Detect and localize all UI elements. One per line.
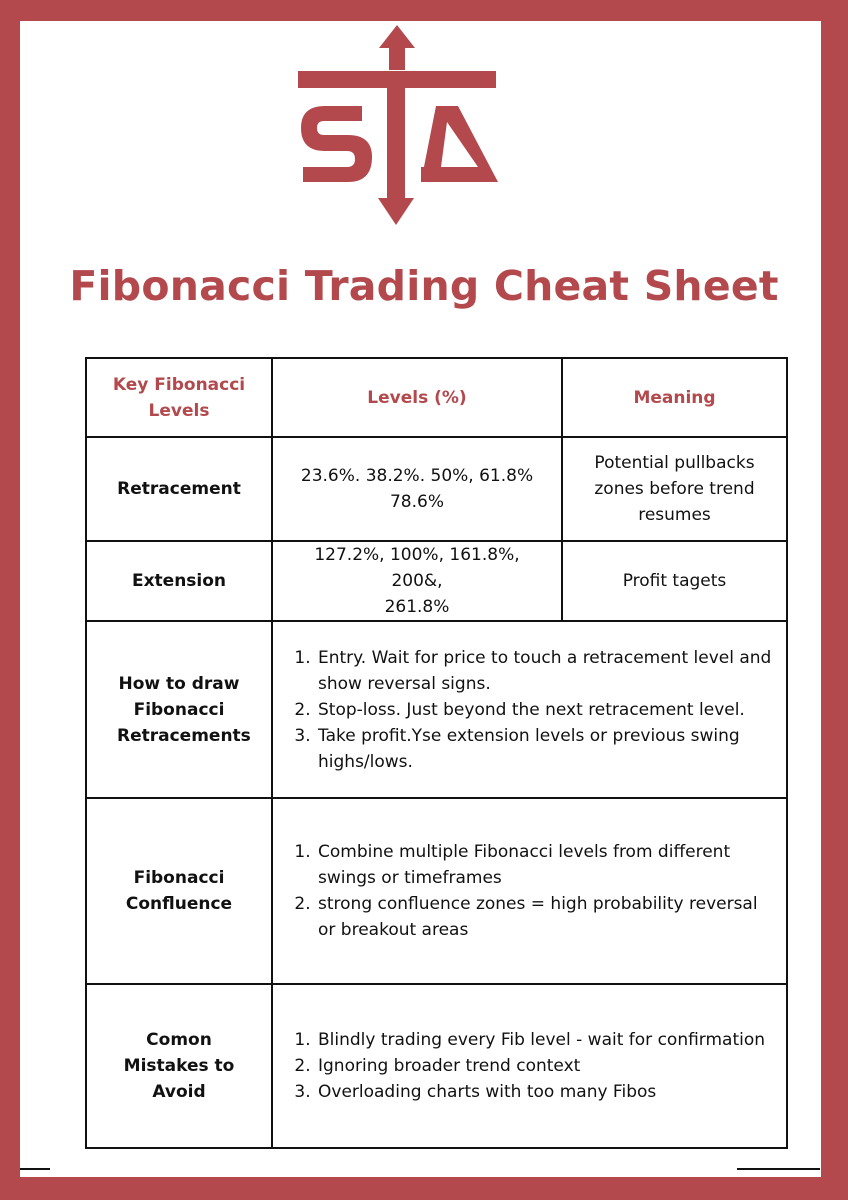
extension-levels-line2: 261.8%: [384, 597, 450, 617]
list-item: 1. Entry. Wait for price to touch a retracement level and show reversal signs.: [316, 645, 773, 697]
page-title: Fibonacci Trading Cheat Sheet: [69, 262, 779, 310]
footer-line-right: [737, 1168, 820, 1170]
retracement-meaning: Potential pullbacks zones before trend resumes: [562, 437, 787, 541]
logo-t-stem: [387, 88, 405, 200]
retracement-levels: [272, 437, 562, 541]
confluence-list: [274, 839, 785, 943]
extension-meaning: Profit tagets: [562, 541, 787, 621]
retracement-label: Retracement: [86, 437, 272, 541]
table-row-how-to-draw: [86, 621, 787, 798]
table-header-row: [86, 358, 787, 437]
how-to-draw-list: [274, 645, 785, 775]
footer-line-left: [20, 1168, 50, 1170]
table-row-extension: [86, 541, 787, 621]
logo-letter-a: [421, 106, 498, 182]
header-meaning: Meaning: [562, 358, 787, 437]
confluence-label: Fibonacci Confluence: [86, 798, 272, 984]
arrow-up-icon: [379, 25, 415, 70]
list-item: 3. Overloading charts with too many Fibos: [316, 1079, 773, 1105]
how-to-draw-list-cell: [272, 621, 787, 798]
header-levels: Levels (%): [272, 358, 562, 437]
table-row-mistakes: [86, 984, 787, 1148]
extension-levels-line1: 127.2%, 100%, 161.8%, 200&,: [314, 545, 520, 591]
extension-label: Extension: [86, 541, 272, 621]
extension-levels: [272, 541, 562, 621]
mistakes-list: [274, 1027, 785, 1105]
mistakes-list-cell: [272, 984, 787, 1148]
logo-t-bar: [298, 71, 496, 88]
list-item: 2. strong confluence zones = high probability reversal or breakout areas: [316, 891, 773, 943]
cheat-sheet-table: [85, 357, 788, 1149]
list-item: 1. Combine multiple Fibonacci levels from different swings or timeframes: [316, 839, 773, 891]
confluence-list-cell: [272, 798, 787, 984]
logo-letter-s: [301, 106, 372, 182]
header-key-levels: Key Fibonacci Levels: [86, 358, 272, 437]
retracement-levels-line1: 23.6%. 38.2%. 50%, 61.8%: [300, 466, 534, 486]
list-item: 2. Stop-loss. Just beyond the next retracement level.: [316, 697, 773, 723]
list-item: 3. Take profit.Yse extension levels or previous swing highs/lows.: [316, 723, 773, 775]
sta-logo: [290, 20, 505, 230]
table-row-confluence: [86, 798, 787, 984]
table-row-retracement: [86, 437, 787, 541]
retracement-levels-line2: 78.6%: [389, 492, 444, 512]
list-item: 1. Blindly trading every Fib level - wait for confirmation: [316, 1027, 773, 1053]
arrow-down-icon: [378, 198, 414, 225]
list-item: 2. Ignoring broader trend context: [316, 1053, 773, 1079]
mistakes-label: Comon Mistakes to Avoid: [86, 984, 272, 1148]
how-to-draw-label: How to draw Fibonacci Retracements: [86, 621, 272, 798]
